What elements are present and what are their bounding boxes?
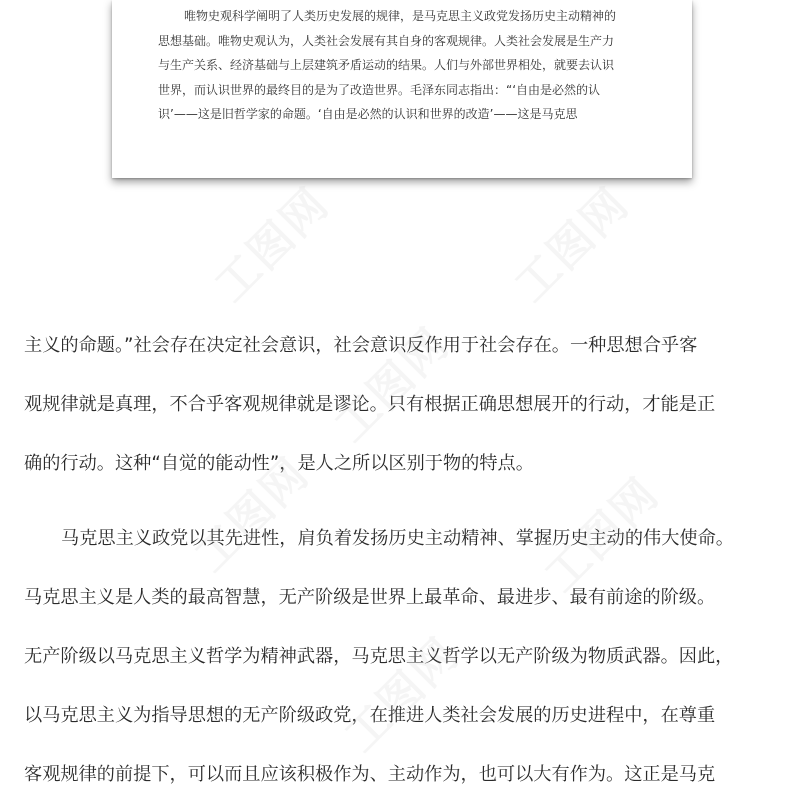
watermark: 工图网 (325, 318, 460, 453)
quote-line: 唯物史观科学阐明了人类历史发展的规律，是马克思主义政党发扬历史主动精神的 (184, 9, 617, 23)
watermark: 工图网 (535, 468, 670, 603)
text-line: 主义的命题。”社会存在决定社会意识，社会意识反作用于社会存在。一种思想合乎客 (24, 335, 698, 356)
paragraph-1 (24, 316, 715, 493)
watermark: 工图网 (205, 178, 340, 313)
quote-line: 思想基础。唯物史观认为，人类社会发展有其自身的客观规律。人类社会发展是生产力 (158, 33, 615, 48)
text-line: 马克思主义政党以其先进性，肩负着发扬历史主动精神、掌握历史主动的伟大使命。 (61, 528, 734, 549)
text-line: 无产阶级以马克思主义哲学为精神武器，马克思主义哲学以无产阶级为物质武器。因此， (24, 646, 734, 667)
quote-line: 世界，而认识世界的最终目的是为了改造世界。毛泽东同志指出：“‘自由是必然的认 (158, 82, 601, 97)
quote-card (112, 0, 692, 178)
text-line: 观规律就是真理，不合乎客观规律就是谬论。只有根据正确思想展开的行动，才能是正 (24, 394, 716, 415)
quote-line: 识’——这是旧哲学家的命题。‘自由是必然的认识和世界的改造’——这是马克思 (158, 107, 578, 122)
paragraph-2 (24, 509, 734, 804)
quote-line: 与生产关系、经济基础与上层建筑矛盾运动的结果。人们与外部世界相处，就要去认识 (158, 58, 615, 73)
text-line: 以马克思主义为指导思想的无产阶级政党，在推进人类社会发展的历史进程中，在尊重 (24, 705, 716, 726)
watermark: 工图网 (505, 178, 640, 313)
quote-paragraph (158, 4, 658, 127)
watermark: 工图网 (185, 448, 320, 583)
text-line: 马克思主义是人类的最高智慧，无产阶级是世界上最革命、最进步、最有前途的阶级。 (24, 587, 716, 608)
text-line: 客观规律的前提下，可以而且应该积极作为、主动作为，也可以大有作为。这正是马克 (24, 764, 716, 785)
watermark: 工图网 (335, 628, 470, 763)
text-line: 确的行动。这种“自觉的能动性”，是人之所以区别于物的特点。 (24, 453, 534, 474)
